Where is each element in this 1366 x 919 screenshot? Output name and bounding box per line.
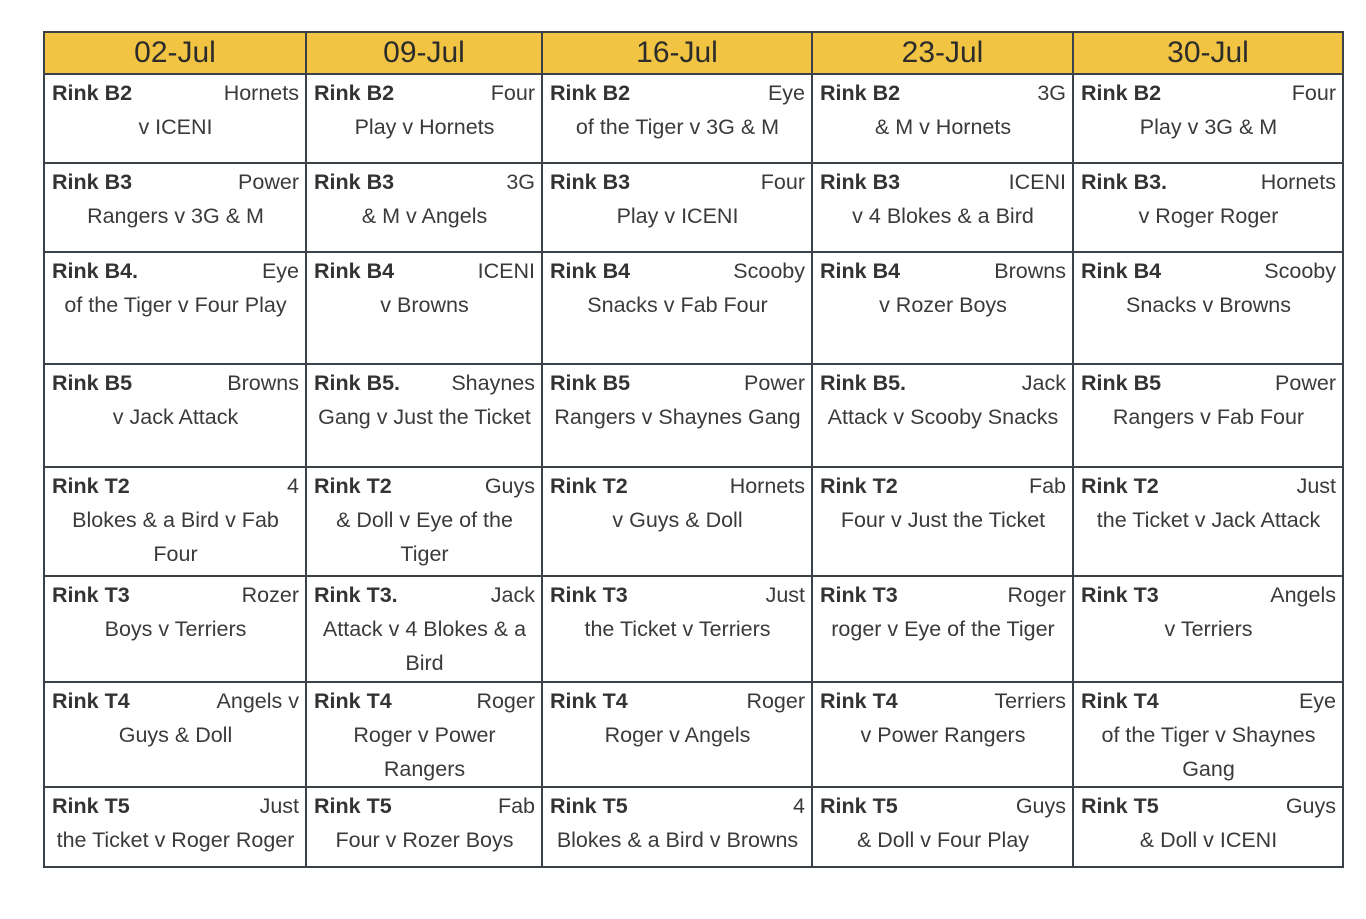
match-text: v Browns <box>380 293 469 317</box>
fixture-cell <box>44 682 306 787</box>
fixture-cell <box>542 576 812 682</box>
rink-label: Rink B2 <box>1081 81 1162 105</box>
match-lead: Browns <box>227 371 299 395</box>
match-lead: Browns <box>994 259 1066 283</box>
fixture-cell <box>1073 787 1343 867</box>
match-text: Four v Rozer Boys <box>335 828 514 852</box>
rink-label: Rink T2 <box>820 474 898 498</box>
rink-label: Rink T2 <box>550 474 628 498</box>
match-text: Blokes & a Bird v Fab Four <box>72 508 279 566</box>
fixture-row <box>44 74 1343 163</box>
match-lead: ICENI <box>477 259 535 283</box>
fixture-cell <box>306 163 542 252</box>
rink-label: Rink B4. <box>52 259 139 283</box>
fixture-cell <box>542 74 812 163</box>
fixture-cell <box>44 74 306 163</box>
match-text: of the Tiger v Four Play <box>64 293 287 317</box>
rink-label: Rink B4 <box>820 259 901 283</box>
date-header: 02-Jul <box>44 32 306 74</box>
match-text: Blokes & a Bird v Browns <box>556 828 799 852</box>
fixture-table <box>43 31 1344 868</box>
fixture-cell <box>812 576 1073 682</box>
match-text: Play v ICENI <box>616 204 739 228</box>
match-lead: Guys <box>484 474 535 498</box>
match-text: Rangers v Shaynes Gang <box>554 405 801 429</box>
match-text: & M v Angels <box>361 204 488 228</box>
rink-label: Rink B4 <box>314 259 395 283</box>
fixture-row <box>44 364 1343 467</box>
rink-label: Rink T5 <box>52 794 130 818</box>
match-text: the Ticket v Jack Attack <box>1096 508 1321 532</box>
date-header: 16-Jul <box>542 32 812 74</box>
match-lead: Fab <box>497 794 535 818</box>
fixture-cell <box>812 467 1073 576</box>
rink-label: Rink B2 <box>550 81 631 105</box>
fixture-cell <box>812 787 1073 867</box>
match-text: v Roger Roger <box>1138 204 1279 228</box>
fixture-cell <box>1073 467 1343 576</box>
fixture-cell <box>306 467 542 576</box>
rink-label: Rink B5. <box>820 371 907 395</box>
fixture-cell <box>1073 364 1343 467</box>
fixture-row <box>44 252 1343 364</box>
rink-label: Rink B5. <box>314 371 401 395</box>
rink-label: Rink T5 <box>820 794 898 818</box>
match-text: Attack v 4 Blokes & a Bird <box>322 617 527 675</box>
match-text: of the Tiger v 3G & M <box>575 115 780 139</box>
fixture-cell <box>306 74 542 163</box>
fixture-cell <box>44 364 306 467</box>
match-lead: Just <box>259 794 299 818</box>
fixture-cell <box>1073 682 1343 787</box>
rink-label: Rink T4 <box>1081 689 1159 713</box>
rink-label: Rink T2 <box>1081 474 1159 498</box>
match-text: & M v Hornets <box>874 115 1012 139</box>
match-lead: Roger <box>1007 583 1066 607</box>
fixture-cell <box>812 74 1073 163</box>
date-header-row <box>44 32 1343 74</box>
fixture-cell <box>812 163 1073 252</box>
fixture-cell <box>542 163 812 252</box>
match-text: the Ticket v Roger Roger <box>56 828 295 852</box>
rink-label: Rink B5 <box>550 371 631 395</box>
match-lead: Angels v <box>216 689 299 713</box>
match-text: v Rozer Boys <box>879 293 1007 317</box>
match-text: v Power Rangers <box>860 723 1026 747</box>
match-lead: Scooby <box>733 259 805 283</box>
rink-label: Rink B5 <box>52 371 133 395</box>
match-text: Snacks v Browns <box>1126 293 1291 317</box>
rink-label: Rink T3 <box>550 583 628 607</box>
match-text: v 4 Blokes & a Bird <box>852 204 1034 228</box>
rink-label: Rink T3. <box>314 583 398 607</box>
match-lead: Hornets <box>729 474 805 498</box>
fixture-cell <box>306 682 542 787</box>
fixture-cell <box>812 682 1073 787</box>
match-lead: Eye <box>261 259 299 283</box>
match-lead: 3G <box>506 170 535 194</box>
match-lead: 3G <box>1037 81 1066 105</box>
fixture-cell <box>812 252 1073 364</box>
rink-label: Rink T3 <box>1081 583 1159 607</box>
match-text: Play v Hornets <box>354 115 495 139</box>
match-text: Boys v Terriers <box>104 617 247 641</box>
match-text: & Doll v Four Play <box>856 828 1030 852</box>
match-text: Roger v Power Rangers <box>353 723 496 781</box>
fixture-cell <box>542 787 812 867</box>
rink-label: Rink T3 <box>820 583 898 607</box>
match-lead: Angels <box>1270 583 1336 607</box>
date-header: 30-Jul <box>1073 32 1343 74</box>
match-text: & Doll v ICENI <box>1139 828 1278 852</box>
fixture-cell <box>542 682 812 787</box>
fixture-cell <box>44 163 306 252</box>
match-lead: Roger <box>746 689 805 713</box>
match-text: Four v Just the Ticket <box>840 508 1046 532</box>
rink-label: Rink T5 <box>314 794 392 818</box>
match-lead: Shaynes <box>451 371 535 395</box>
match-lead: Rozer <box>241 583 299 607</box>
match-text: of the Tiger v Shaynes Gang <box>1101 723 1316 781</box>
date-header: 23-Jul <box>812 32 1073 74</box>
match-text: Snacks v Fab Four <box>587 293 768 317</box>
match-text: Rangers v 3G & M <box>87 204 264 228</box>
match-lead: Just <box>765 583 805 607</box>
rink-label: Rink T2 <box>52 474 130 498</box>
fixture-cell <box>44 787 306 867</box>
rink-label: Rink T4 <box>52 689 130 713</box>
rink-label: Rink B2 <box>52 81 133 105</box>
fixture-cell <box>1073 576 1343 682</box>
rink-label: Rink B2 <box>820 81 901 105</box>
rink-label: Rink T4 <box>550 689 628 713</box>
match-lead: Scooby <box>1264 259 1336 283</box>
rink-label: Rink T4 <box>820 689 898 713</box>
rink-label: Rink B3 <box>314 170 395 194</box>
match-text: Rangers v Fab Four <box>1112 405 1305 429</box>
rink-label: Rink T5 <box>550 794 628 818</box>
match-text: & Doll v Eye of the Tiger <box>336 508 513 566</box>
fixture-cell <box>44 252 306 364</box>
rink-label: Rink B3 <box>550 170 631 194</box>
match-lead: Guys <box>1285 794 1336 818</box>
fixture-cell <box>1073 163 1343 252</box>
match-lead: Four <box>1291 81 1336 105</box>
match-text: Gang v Just the Ticket <box>318 405 531 429</box>
fixture-row <box>44 682 1343 787</box>
match-lead: Fab <box>1028 474 1066 498</box>
fixture-cell <box>542 252 812 364</box>
fixture-cell <box>306 364 542 467</box>
fixture-row <box>44 163 1343 252</box>
match-lead: Four <box>760 170 805 194</box>
rink-label: Rink B2 <box>314 81 395 105</box>
match-text: Attack v Scooby Snacks <box>827 405 1059 429</box>
rink-label: Rink B3. <box>1081 170 1168 194</box>
rink-label: Rink B3 <box>820 170 901 194</box>
match-lead: Eye <box>1298 689 1336 713</box>
fixture-cell <box>542 364 812 467</box>
match-lead: Power <box>238 170 299 194</box>
match-lead: Terriers <box>994 689 1066 713</box>
match-lead: Jack <box>490 583 535 607</box>
match-text: Roger v Angels <box>604 723 751 747</box>
fixture-cell <box>812 364 1073 467</box>
match-lead: Just <box>1296 474 1336 498</box>
rink-label: Rink T3 <box>52 583 130 607</box>
match-text: roger v Eye of the Tiger <box>831 617 1055 641</box>
match-text: v Guys & Doll <box>612 508 743 532</box>
fixture-row <box>44 467 1343 576</box>
fixture-cell <box>306 787 542 867</box>
fixture-row <box>44 576 1343 682</box>
rink-label: Rink B4 <box>1081 259 1162 283</box>
fixture-cell <box>44 467 306 576</box>
fixture-cell <box>44 576 306 682</box>
date-header: 09-Jul <box>306 32 542 74</box>
rink-label: Rink T5 <box>1081 794 1159 818</box>
match-lead: 4 <box>287 474 299 498</box>
fixture-cell <box>542 467 812 576</box>
match-lead: Power <box>1275 371 1336 395</box>
match-lead: Four <box>490 81 535 105</box>
match-lead: Hornets <box>1260 170 1336 194</box>
match-lead: Roger <box>476 689 535 713</box>
match-lead: 4 <box>793 794 805 818</box>
match-lead: Power <box>744 371 805 395</box>
match-text: v ICENI <box>138 115 213 139</box>
match-lead: Eye <box>767 81 805 105</box>
fixture-row <box>44 787 1343 867</box>
rink-label: Rink T4 <box>314 689 392 713</box>
match-lead: Hornets <box>223 81 299 105</box>
match-lead: Jack <box>1021 371 1066 395</box>
match-text: the Ticket v Terriers <box>584 617 771 641</box>
match-text: v Jack Attack <box>112 405 239 429</box>
match-text: Play v 3G & M <box>1139 115 1278 139</box>
match-text: v Terriers <box>1164 617 1253 641</box>
fixture-cell <box>306 576 542 682</box>
match-lead: ICENI <box>1008 170 1066 194</box>
fixture-cell <box>306 252 542 364</box>
rink-label: Rink B4 <box>550 259 631 283</box>
match-lead: Guys <box>1015 794 1066 818</box>
fixture-cell <box>1073 74 1343 163</box>
fixture-cell <box>1073 252 1343 364</box>
match-text: Guys & Doll <box>118 723 233 747</box>
rink-label: Rink T2 <box>314 474 392 498</box>
rink-label: Rink B5 <box>1081 371 1162 395</box>
rink-label: Rink B3 <box>52 170 133 194</box>
